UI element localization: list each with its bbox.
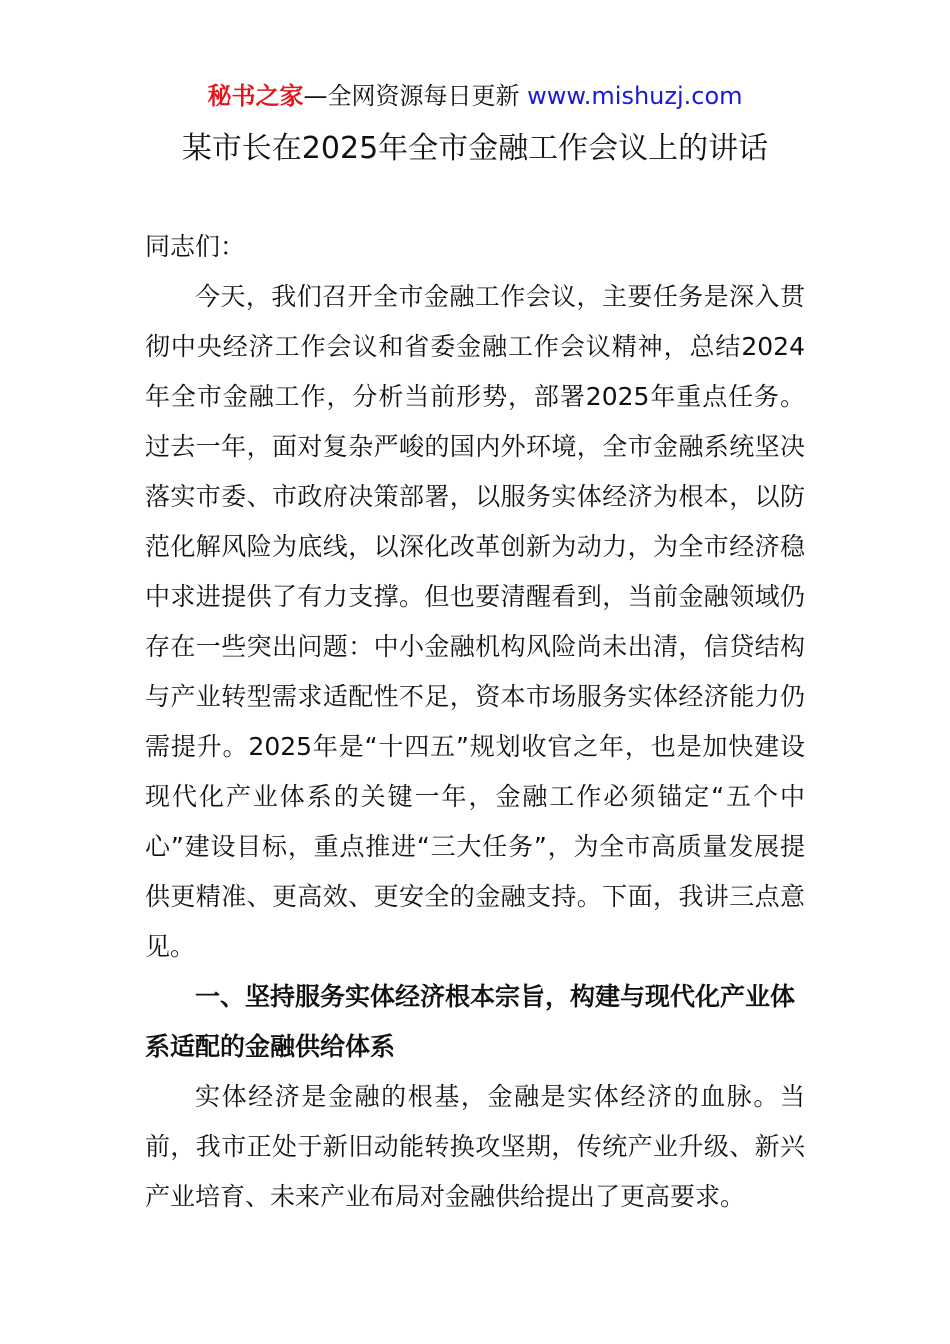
document-title: 某市长在2025年全市金融工作会议上的讲话 xyxy=(181,131,769,166)
document-body xyxy=(145,222,805,1222)
site-url-link[interactable]: www.mishuzj.com xyxy=(527,82,743,110)
section-heading-1: 一、坚持服务实体经济根本宗旨，构建与现代化产业体系适配的金融供给体系 xyxy=(145,982,796,1061)
site-brand: 秘书之家 xyxy=(207,82,304,110)
intro-paragraph: 今天，我们召开全市金融工作会议，主要任务是深入贯彻中央经济工作会议和省委金融工作会议精神，总结2024年全市金融工作，分析当前形势，部署2025年重点任务。过去一年，面对复杂严峻的国内外环境，全市金融系统坚决落实市委、市政府决策部署，以服务实体经济为根本，以防范化解风险为底线，以深化改革创新为动力，为全市经济稳中求进提供了有力支撑。但也要清醒看到，当前金融领域仍存在一些突出问题：中小金融机构风险尚未出清，信贷结构与产业转型需求适配性不足，资本市场服务实体经济能力仍需提升。2025年是“十四五”规划收官之年，也是加快建设现代化产业体系的关键一年，金融工作必须锚定“五个中心”建设目标，重点推进“三大任务”，为全市高质量发展提供更精准、更高效、更安全的金融支持。下面，我讲三点意见。 xyxy=(145,282,805,961)
site-tagline: —全网资源每日更新 xyxy=(303,82,520,110)
salutation: 同志们： xyxy=(145,232,246,261)
section-1-paragraph: 实体经济是金融的根基，金融是实体经济的血脉。当前，我市正处于新旧动能转换攻坚期，传统产业升级、新兴产业培育、未来产业布局对金融供给提出了更高要求。 xyxy=(145,1082,805,1211)
site-header xyxy=(0,80,950,112)
